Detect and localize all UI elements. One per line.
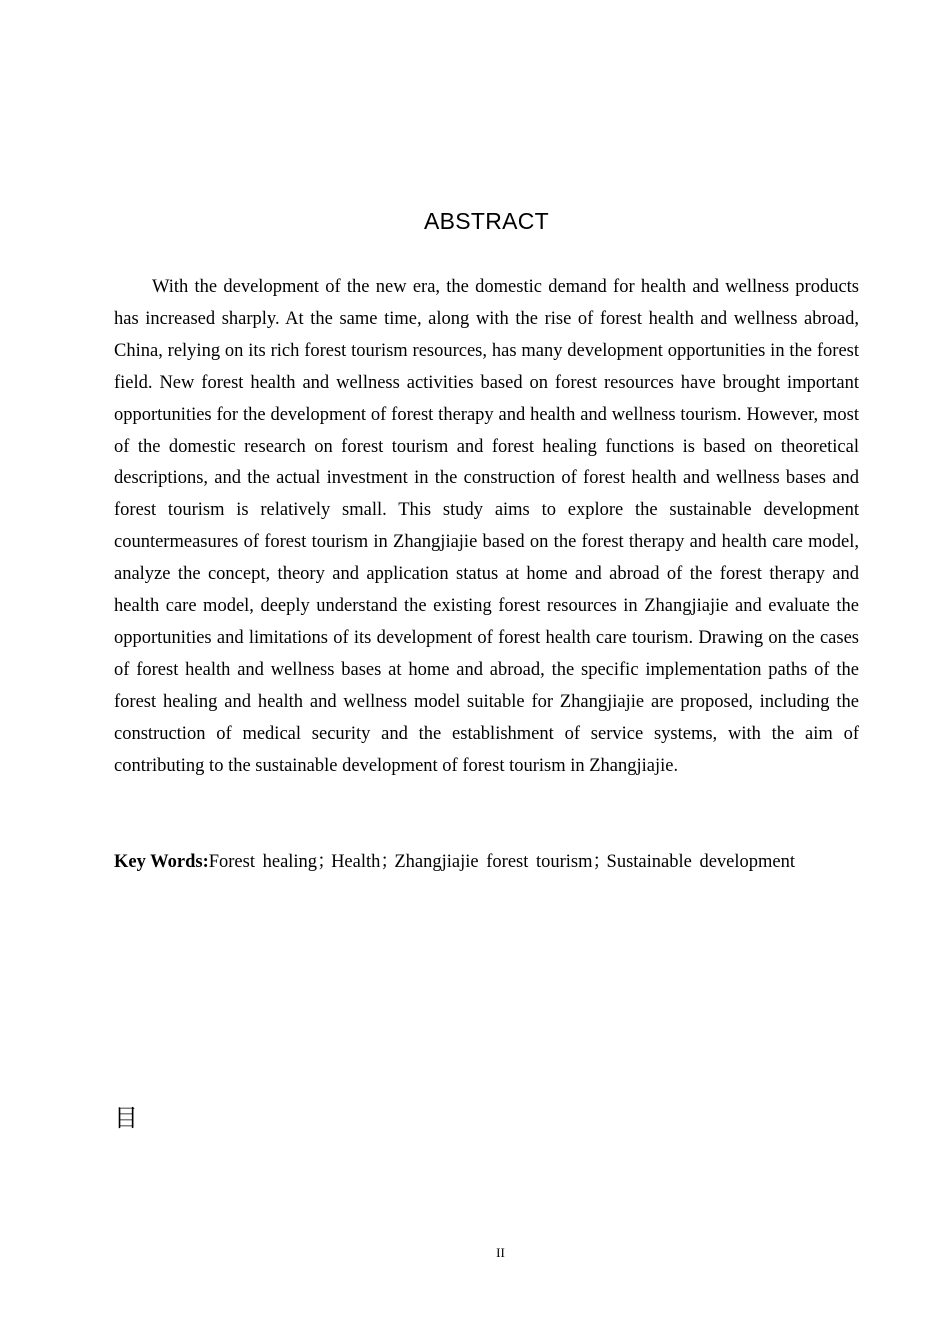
keywords-label: Key Words: bbox=[114, 852, 209, 872]
keyword-item: Health bbox=[331, 852, 381, 872]
keyword-separator: ； bbox=[592, 852, 612, 872]
abstract-heading: ABSTRACT bbox=[423, 208, 550, 234]
keyword-separator: ； bbox=[380, 852, 399, 872]
keywords-line bbox=[114, 847, 874, 877]
keyword-item: Sustainable development bbox=[606, 852, 796, 872]
table-of-contents-heading-fragment: 目 bbox=[114, 1104, 138, 1132]
keyword-separator: ； bbox=[317, 852, 336, 872]
page-number: II bbox=[496, 1245, 505, 1260]
keyword-item: Forest healing bbox=[208, 852, 318, 872]
keyword-item: Zhangjiajie forest tourism bbox=[394, 852, 593, 872]
abstract-body-paragraph: With the development of the new era, the domestic demand for health and wellness products has increased sharply. At the same time, along with the rise of forest health and wellness abroad, China, relying on its rich forest tourism resources, has many development opportunities in the forest field. New forest health and wellness activities based on forest resources have brought important opportunities for the development of forest therapy and health and wellness tourism. However, most of the domestic research on forest tourism and forest healing functions is based on theoretical descriptions, and the actual investment in the construction of forest health and wellness bases and forest tourism is relatively small. This study aims to explore the sustainable development countermeasures of forest tourism in Zhangjiajie based on the forest therapy and health care model, analyze the concept, theory and application status at home and abroad of the forest therapy and health care model, deeply understand the existing forest resources in Zhangjiajie and evaluate the opportunities and limitations of its development of forest health care tourism. Drawing on the cases of forest health and wellness bases at home and abroad, the specific implementation paths of the forest healing and health and wellness model suitable for Zhangjiajie are proposed, including the construction of medical security and the establishment of service systems, with the aim of contributing to the sustainable development of forest tourism in Zhangjiajie. bbox=[114, 277, 859, 776]
